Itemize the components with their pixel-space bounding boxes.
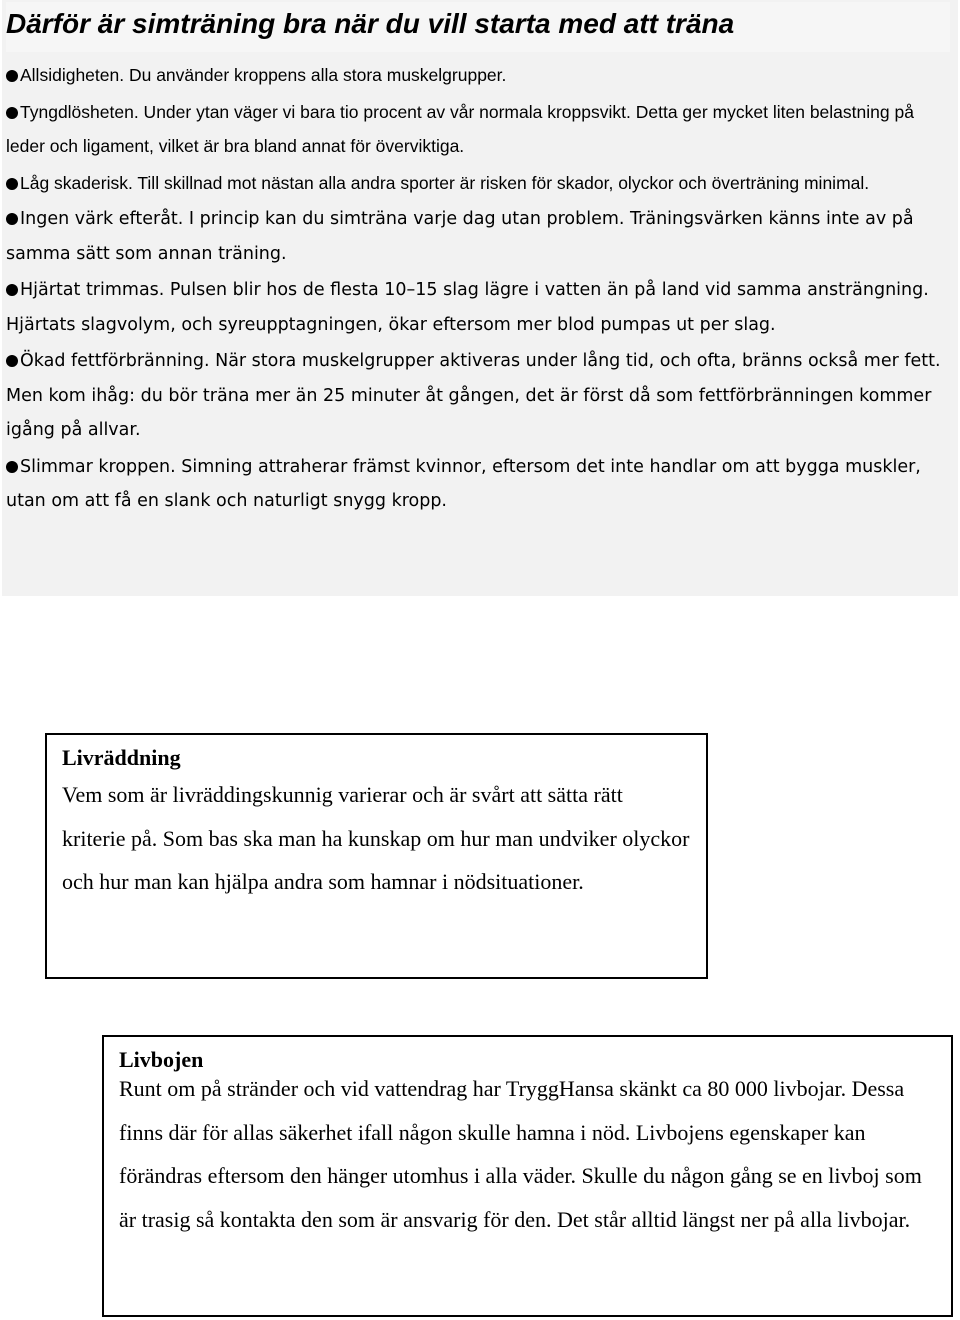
lifebuoy-body: Runt om på stränder och vid vattendrag har TryggHansa skänkt ca 80 000 livbojar. Dessa finns där för allas säkerhet ifall någon skulle hamna i nöd. Livbojens egenskaper kan förändras eftersom den hänger utomhus i alla väder. Skulle du någon gång se en livboj som är trasig så kontakta den som är ansvarig för den. Det står alltid längst ner på alla livbojar. xyxy=(119,1076,922,1232)
lifesaving-body: Vem som är livräddingskunnig varierar och är svårt att sätta rätt kriterie på. Som bas ska man ha kunskap om hur man undviker olyckor och hur man kan hjälpa andra som hamnar i nödsituationer. xyxy=(62,782,690,894)
list-item-text: Slimmar kroppen. Simning attraherar främst kvinnor, eftersom det inte handlar om att bygga muskler, utan om att få en slank och naturligt snygg kropp. xyxy=(6,456,921,511)
swimming-benefits-section xyxy=(2,0,958,596)
lifebuoy-title: Livbojen xyxy=(119,1047,204,1072)
benefits-list xyxy=(6,58,950,521)
list-item xyxy=(6,166,950,201)
list-item xyxy=(6,273,950,342)
page-heading: Därför är simträning bra när du vill starta med att träna xyxy=(6,2,950,52)
lifesaving-title: Livräddning xyxy=(62,745,181,770)
bullet-icon xyxy=(6,70,18,82)
list-item xyxy=(6,95,950,164)
list-item-text: Ökad fettförbränning. När stora muskelgrupper aktiveras under lång tid, och ofta, bränns också mer fett. Men kom ihåg: du bör träna mer än 25 minuter åt gången, det är först då som fettförbränningen kommer igång på allvar. xyxy=(6,351,941,440)
list-item-text: Ingen värk efteråt. I princip kan du simträna varje dag utan problem. Träningsvärken känns inte av på samma sätt som annan träning. xyxy=(6,209,914,264)
list-item-text: Låg skaderisk. Till skillnad mot nästan alla andra sporter är risken för skador, olyckor och överträning minimal. xyxy=(20,172,870,193)
bullet-icon xyxy=(6,284,18,296)
lifesaving-box xyxy=(45,733,708,979)
bullet-icon xyxy=(6,107,18,119)
list-item xyxy=(6,58,950,93)
list-item xyxy=(6,344,950,448)
bullet-icon xyxy=(6,355,18,367)
bullet-icon xyxy=(6,461,18,473)
lifebuoy-box xyxy=(102,1035,953,1317)
bullet-icon xyxy=(6,178,18,190)
list-item xyxy=(6,202,950,271)
list-item-text: Hjärtat trimmas. Pulsen blir hos de flesta 10–15 slag lägre i vatten än på land vid samma ansträngning. Hjärtats slagvolym, och syreupptagningen, ökar eftersom mer blod pumpas ut per slag. xyxy=(6,280,929,335)
list-item-text: Allsidigheten. Du använder kroppens alla stora muskelgrupper. xyxy=(20,65,507,85)
list-item-text: Tyngdlösheten. Under ytan väger vi bara tio procent av vår normala kroppsvikt. Detta ger mycket liten belastning på leder och ligament, vilket är bra bland annat för överviktiga. xyxy=(6,101,914,156)
bullet-icon xyxy=(6,213,18,225)
list-item xyxy=(6,450,950,519)
